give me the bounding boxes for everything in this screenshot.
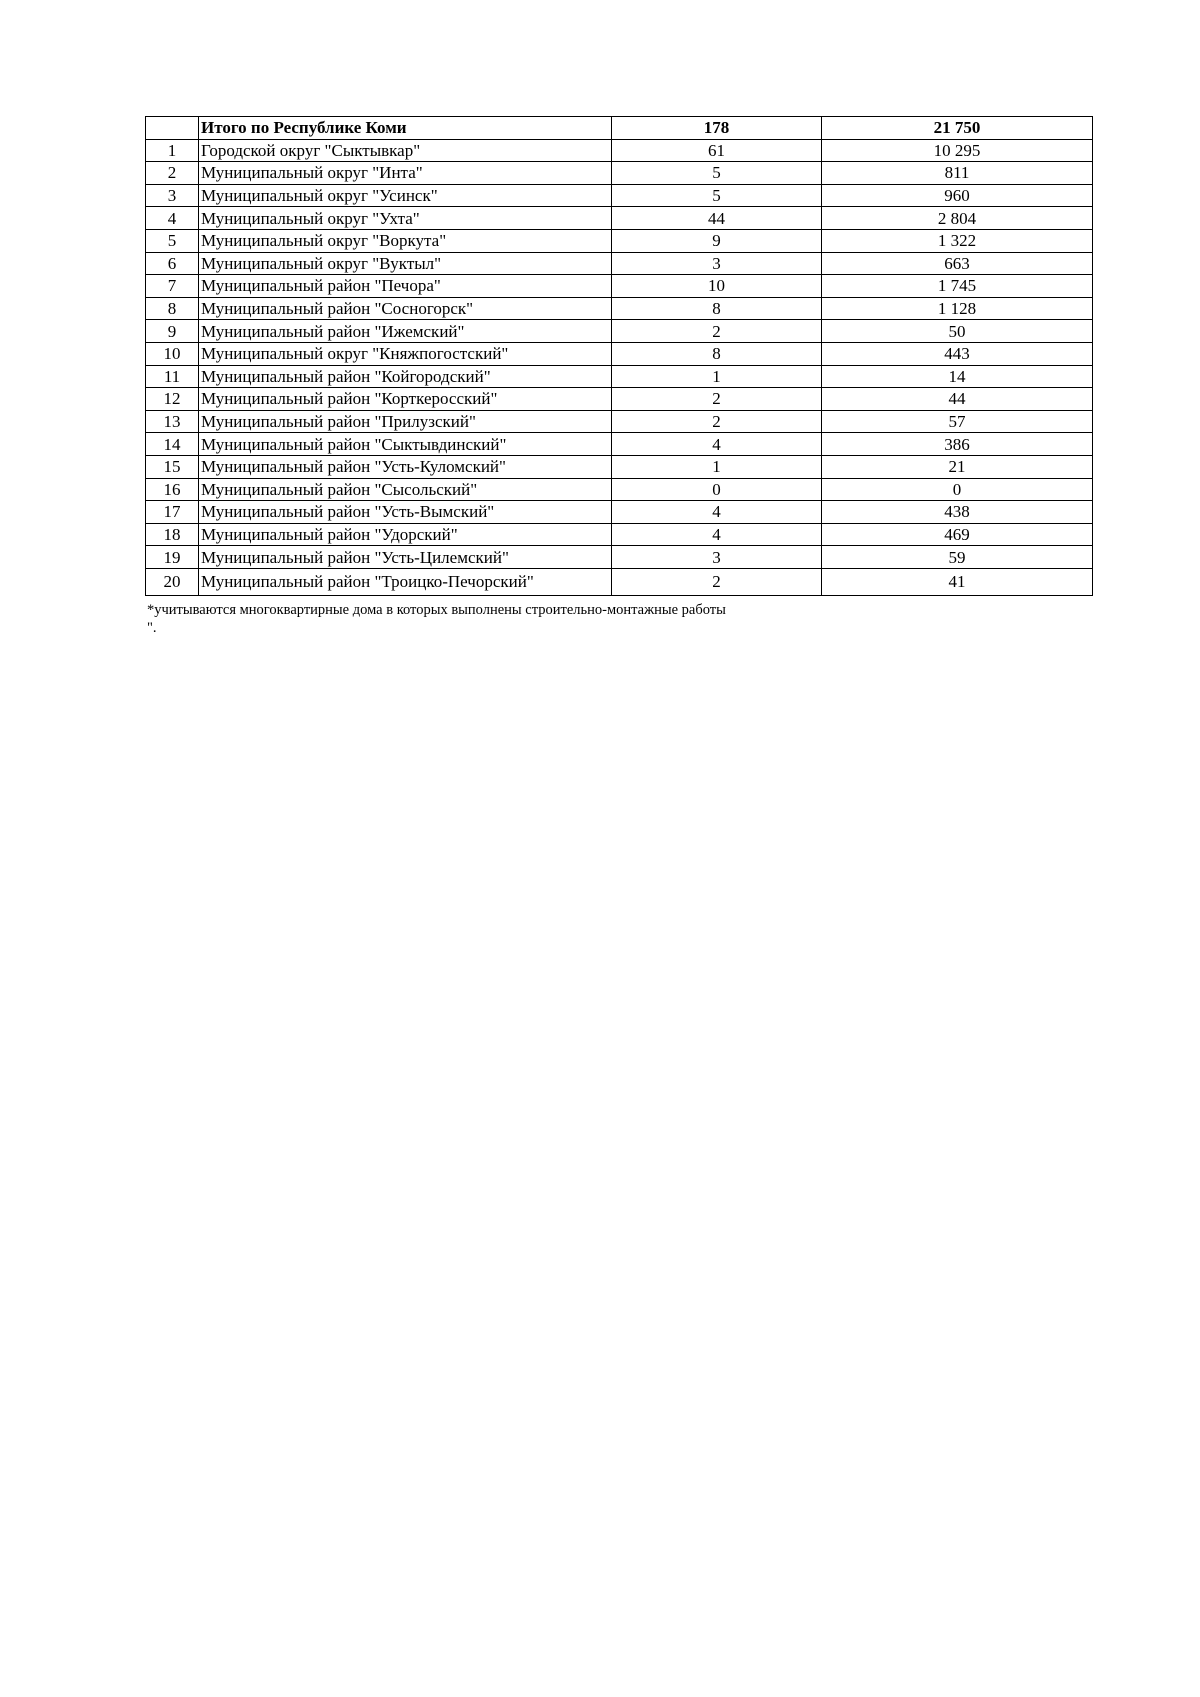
row-area-cell: 386 [822, 433, 1093, 456]
row-num-cell: 7 [146, 275, 199, 298]
row-count-cell: 1 [612, 455, 822, 478]
table-row [146, 410, 1093, 433]
row-area-cell: 960 [822, 184, 1093, 207]
row-count-cell: 3 [612, 546, 822, 569]
row-name-cell: Муниципальный район "Усть-Цилемский" [199, 546, 612, 569]
total-row [146, 117, 1093, 140]
row-count-cell: 8 [612, 297, 822, 320]
row-name-cell: Муниципальный район "Корткеросский" [199, 388, 612, 411]
row-area-cell: 2 804 [822, 207, 1093, 230]
row-area-cell: 10 295 [822, 139, 1093, 162]
row-area-cell: 438 [822, 501, 1093, 524]
table-row [146, 568, 1093, 595]
row-count-cell: 1 [612, 365, 822, 388]
row-num-cell: 13 [146, 410, 199, 433]
row-num-cell: 18 [146, 523, 199, 546]
municipal-data-table [145, 116, 1093, 596]
row-name-cell: Муниципальный округ "Усинск" [199, 184, 612, 207]
total-num-cell [146, 117, 199, 140]
table-row [146, 252, 1093, 275]
row-area-cell: 57 [822, 410, 1093, 433]
row-num-cell: 4 [146, 207, 199, 230]
total-area-cell: 21 750 [822, 117, 1093, 140]
row-area-cell: 663 [822, 252, 1093, 275]
row-count-cell: 4 [612, 523, 822, 546]
row-name-cell: Муниципальный район "Ижемский" [199, 320, 612, 343]
row-area-cell: 0 [822, 478, 1093, 501]
table-row [146, 297, 1093, 320]
row-count-cell: 61 [612, 139, 822, 162]
row-num-cell: 15 [146, 455, 199, 478]
table-row [146, 523, 1093, 546]
row-num-cell: 14 [146, 433, 199, 456]
row-count-cell: 44 [612, 207, 822, 230]
table-row [146, 455, 1093, 478]
row-name-cell: Муниципальный округ "Воркута" [199, 229, 612, 252]
table-row [146, 162, 1093, 185]
table-row [146, 342, 1093, 365]
row-num-cell: 17 [146, 501, 199, 524]
row-count-cell: 2 [612, 410, 822, 433]
row-area-cell: 1 745 [822, 275, 1093, 298]
row-num-cell: 3 [146, 184, 199, 207]
row-count-cell: 9 [612, 229, 822, 252]
row-name-cell: Муниципальный округ "Вуктыл" [199, 252, 612, 275]
row-num-cell: 16 [146, 478, 199, 501]
row-name-cell: Муниципальный район "Троицко-Печорский" [199, 568, 612, 595]
row-area-cell: 1 128 [822, 297, 1093, 320]
row-name-cell: Муниципальный район "Койгородский" [199, 365, 612, 388]
row-name-cell: Муниципальный район "Удорский" [199, 523, 612, 546]
row-name-cell: Муниципальный район "Усть-Куломский" [199, 455, 612, 478]
total-name-cell: Итого по Республике Коми [199, 117, 612, 140]
table-row [146, 184, 1093, 207]
row-num-cell: 10 [146, 342, 199, 365]
row-name-cell: Муниципальный округ "Княжпогостский" [199, 342, 612, 365]
row-count-cell: 0 [612, 478, 822, 501]
row-area-cell: 443 [822, 342, 1093, 365]
row-num-cell: 20 [146, 568, 199, 595]
table-row [146, 501, 1093, 524]
table-row [146, 546, 1093, 569]
row-area-cell: 44 [822, 388, 1093, 411]
row-count-cell: 8 [612, 342, 822, 365]
footnote: *учитываются многоквартирные дома в которых выполнены строительно-монтажные работы [147, 602, 726, 618]
table-row [146, 275, 1093, 298]
row-name-cell: Муниципальный район "Сысольский" [199, 478, 612, 501]
table-row [146, 433, 1093, 456]
row-num-cell: 19 [146, 546, 199, 569]
row-num-cell: 5 [146, 229, 199, 252]
row-name-cell: Муниципальный район "Печора" [199, 275, 612, 298]
row-area-cell: 41 [822, 568, 1093, 595]
total-count-cell: 178 [612, 117, 822, 140]
row-name-cell: Муниципальный район "Сыктывдинский" [199, 433, 612, 456]
row-name-cell: Муниципальный округ "Инта" [199, 162, 612, 185]
table-body [146, 117, 1093, 596]
row-count-cell: 4 [612, 433, 822, 456]
row-num-cell: 11 [146, 365, 199, 388]
row-count-cell: 2 [612, 568, 822, 595]
row-name-cell: Муниципальный район "Прилузский" [199, 410, 612, 433]
table-row [146, 478, 1093, 501]
row-num-cell: 12 [146, 388, 199, 411]
table-row [146, 365, 1093, 388]
table-row [146, 229, 1093, 252]
table-row [146, 320, 1093, 343]
row-num-cell: 9 [146, 320, 199, 343]
row-num-cell: 2 [146, 162, 199, 185]
row-name-cell: Городской округ "Сыктывкар" [199, 139, 612, 162]
closing-quote-mark: ". [147, 620, 157, 636]
table-row [146, 207, 1093, 230]
row-count-cell: 4 [612, 501, 822, 524]
table-row [146, 139, 1093, 162]
row-area-cell: 811 [822, 162, 1093, 185]
row-area-cell: 14 [822, 365, 1093, 388]
row-count-cell: 10 [612, 275, 822, 298]
row-name-cell: Муниципальный округ "Ухта" [199, 207, 612, 230]
row-area-cell: 21 [822, 455, 1093, 478]
row-num-cell: 8 [146, 297, 199, 320]
row-area-cell: 50 [822, 320, 1093, 343]
row-count-cell: 2 [612, 388, 822, 411]
table-row [146, 388, 1093, 411]
row-area-cell: 469 [822, 523, 1093, 546]
row-count-cell: 5 [612, 184, 822, 207]
row-count-cell: 3 [612, 252, 822, 275]
row-count-cell: 5 [612, 162, 822, 185]
row-num-cell: 6 [146, 252, 199, 275]
row-area-cell: 1 322 [822, 229, 1093, 252]
row-count-cell: 2 [612, 320, 822, 343]
row-name-cell: Муниципальный район "Усть-Вымский" [199, 501, 612, 524]
row-area-cell: 59 [822, 546, 1093, 569]
row-name-cell: Муниципальный район "Сосногорск" [199, 297, 612, 320]
row-num-cell: 1 [146, 139, 199, 162]
